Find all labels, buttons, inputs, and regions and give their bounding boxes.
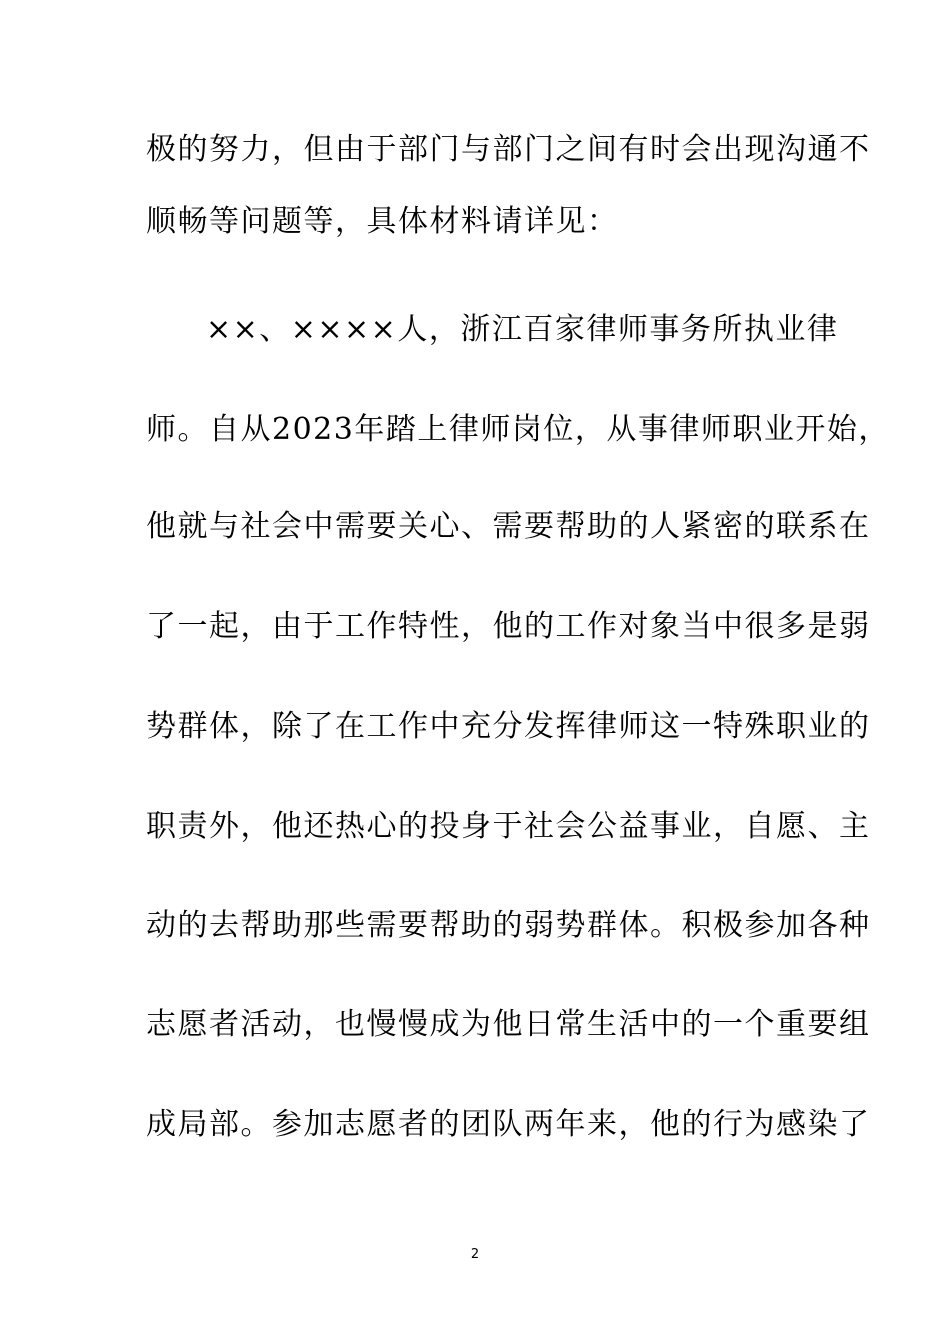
text-line: 他就与社会中需要关心、需要帮助的人紧密的联系在 (146, 509, 871, 544)
text-line: 了一起，由于工作特性，他的工作对象当中很多是弱 (146, 609, 871, 644)
text-line: 师。自从2023年踏上律师岗位，从事律师职业开始， (146, 412, 890, 447)
text-line: 极的努力，但由于部门与部门之间有时会出现沟通不 (146, 132, 871, 167)
text-line: 势群体，除了在工作中充分发挥律师这一特殊职业的 (146, 709, 871, 744)
text-line: 志愿者活动，也慢慢成为他日常生活中的一个重要组 (146, 1007, 871, 1042)
paragraph-first-line: ××、××××人，浙江百家律师事务所执业律 (206, 312, 839, 347)
page-number: 2 (470, 1247, 480, 1262)
text-line: 职责外，他还热心的投身于社会公益事业，自愿、主 (146, 809, 871, 844)
text-line: 动的去帮助那些需要帮助的弱势群体。积极参加各种 (146, 908, 871, 943)
text-line: 成局部。参加志愿者的团队两年来，他的行为感染了 (146, 1107, 871, 1142)
text-line: 顺畅等问题等，具体材料请详见： (146, 204, 619, 239)
